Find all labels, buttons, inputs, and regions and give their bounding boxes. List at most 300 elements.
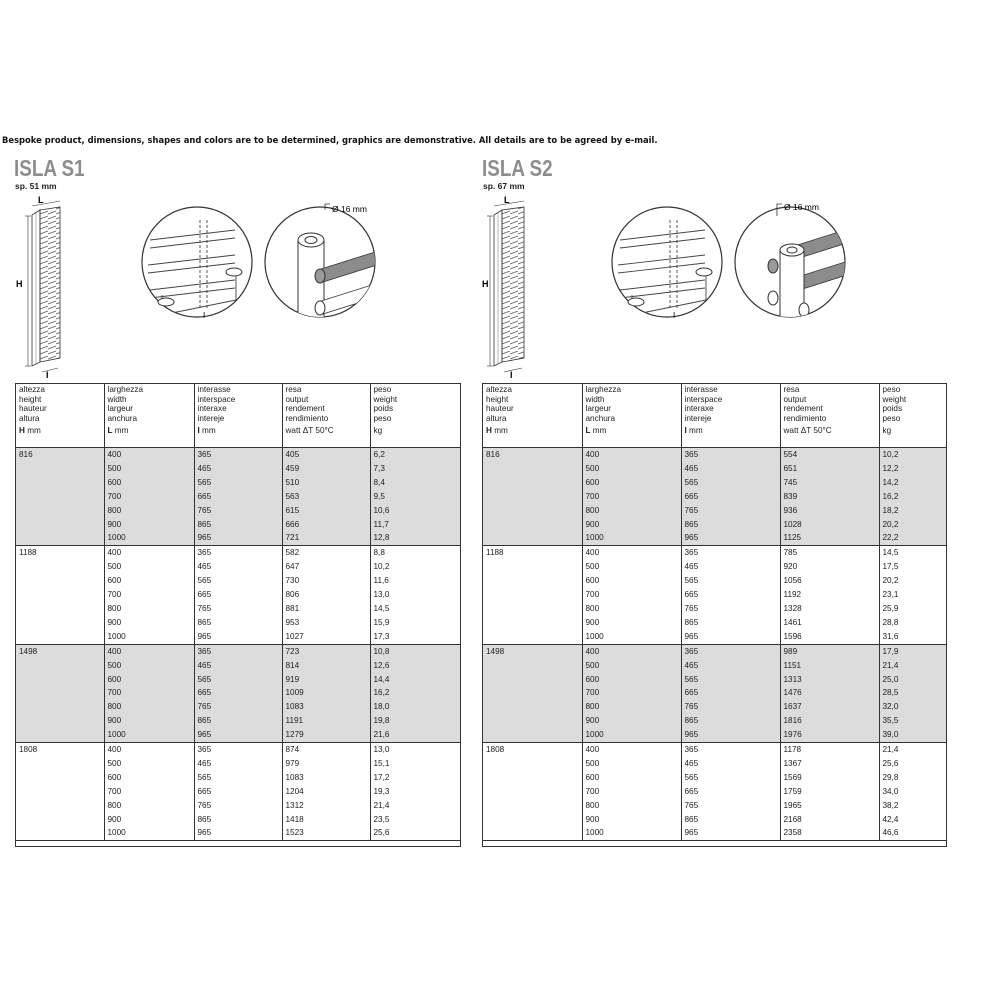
table-row [16, 546, 460, 560]
weight-cell: 14,5 [373, 603, 390, 613]
weight-cell: 9,5 [370, 490, 460, 504]
width-cell: 700 [582, 490, 681, 504]
header-term: altezza [19, 385, 45, 394]
output-cell: 1056 [780, 574, 879, 588]
interspace-cell: 565 [194, 574, 282, 588]
unit-text: kg [373, 426, 383, 435]
header-term: rendimiento [783, 413, 827, 423]
width-cell: 500 [104, 757, 194, 771]
detail-circle-bars [142, 207, 252, 320]
width-cell: 400 [104, 644, 194, 658]
weight-cell: 17,2 [373, 772, 390, 782]
weight-cell: 7,3 [370, 462, 460, 476]
output-cell: 1279 [282, 728, 370, 742]
width-cell: 600 [104, 771, 194, 785]
interspace-cell: 565 [194, 476, 282, 490]
weight-cell: 18,2 [879, 504, 946, 518]
width-cell: 700 [104, 588, 194, 602]
unit-symbol: I [197, 426, 200, 435]
pipe-diameter-label: Ø 16 mm [332, 204, 367, 214]
header-term: hauteur [486, 404, 514, 413]
dim-label-I: I [46, 370, 49, 380]
output-cell: 953 [282, 616, 370, 630]
height-cell: 1498 [483, 644, 582, 742]
column-header [16, 384, 104, 448]
column-header [282, 384, 370, 448]
header-term: largeur [585, 404, 611, 413]
header-unit [586, 426, 681, 436]
header-unit [784, 426, 879, 436]
header-term: height [19, 394, 42, 404]
interspace-cell: 765 [194, 602, 282, 616]
interspace-cell: 765 [681, 504, 780, 518]
width-cell: 1000 [582, 531, 681, 545]
output-cell: 1596 [780, 630, 879, 644]
output-cell: 2168 [780, 813, 879, 827]
interspace-cell: 465 [194, 757, 282, 771]
header-term: anchura [585, 413, 616, 423]
width-cell: 500 [104, 659, 194, 673]
weight-cell: 46,6 [879, 826, 946, 840]
weight-cell: 32,0 [879, 700, 946, 714]
weight-cell: 31,6 [879, 630, 946, 644]
unit-text: mm [24, 426, 41, 435]
output-cell: 1083 [282, 771, 370, 785]
weight-cell: 6,2 [370, 448, 460, 462]
header-term: rendement [783, 404, 823, 413]
width-cell: 600 [104, 574, 194, 588]
radiator-front-view [487, 201, 524, 372]
interspace-cell: 965 [681, 728, 780, 742]
unit-text: mm [491, 426, 508, 435]
header-term: altura [19, 413, 40, 423]
interspace-cell: 365 [194, 644, 282, 658]
unit-symbol: I [684, 426, 687, 435]
header-term: interasse [684, 385, 718, 394]
interspace-cell: 865 [194, 616, 282, 630]
weight-cell: 25,6 [370, 826, 460, 840]
width-cell: 500 [582, 659, 681, 673]
interspace-cell: 565 [681, 673, 780, 687]
width-cell: 900 [582, 714, 681, 728]
header-unit [286, 426, 370, 436]
output-cell: 554 [780, 448, 879, 462]
width-cell: 900 [104, 616, 194, 630]
interspace-cell: 665 [194, 490, 282, 504]
unit-symbol: H [19, 426, 25, 435]
output-cell: 563 [282, 490, 370, 504]
model-thickness-s2: sp. 67 mm [483, 181, 525, 191]
weight-cell: 28,5 [879, 686, 946, 700]
output-cell: 647 [282, 560, 370, 574]
detail-circle-pipe [265, 204, 380, 330]
unit-text: watt ΔT 50°C [783, 426, 832, 435]
unit-symbol: H [486, 426, 492, 435]
weight-cell: 10,6 [370, 504, 460, 518]
weight-cell: 25,9 [882, 603, 899, 613]
interspace-cell: 365 [681, 743, 780, 757]
weight-cell: 17,9 [879, 644, 946, 658]
weight-cell: 14,5 [882, 548, 899, 558]
output-cell: 1313 [780, 673, 879, 687]
table-row [483, 743, 946, 757]
output-cell: 510 [282, 476, 370, 490]
weight-cell: 16,2 [370, 686, 460, 700]
weight-cell: 8,8 [373, 548, 385, 558]
output-cell: 1027 [282, 630, 370, 644]
header-term: peso [373, 413, 392, 423]
column-header [194, 384, 282, 448]
output-cell: 1178 [780, 743, 879, 757]
weight-cell: 15,1 [373, 758, 390, 768]
width-cell: 900 [104, 518, 194, 532]
interspace-cell: 565 [681, 574, 780, 588]
header-unit [19, 426, 104, 436]
width-cell: 500 [582, 560, 681, 574]
height-cell: 816 [16, 448, 104, 546]
width-cell: 600 [582, 771, 681, 785]
header-unit [108, 426, 194, 436]
output-cell: 785 [780, 546, 879, 560]
output-cell: 730 [282, 574, 370, 588]
unit-symbol: L [585, 426, 591, 435]
interspace-cell: 665 [681, 588, 780, 602]
header-term: rendement [285, 404, 325, 413]
table-row [483, 546, 946, 560]
spec-table-s2 [483, 384, 946, 841]
header-term: altezza [486, 385, 512, 394]
column-header [879, 384, 946, 448]
header-term: larghezza [585, 385, 622, 394]
width-cell: 800 [104, 799, 194, 813]
table-row [16, 743, 460, 757]
width-cell: 900 [582, 813, 681, 827]
detail-label-I: I [203, 311, 206, 320]
weight-cell: 25,6 [882, 758, 899, 768]
header-term: peso [882, 413, 901, 423]
width-cell: 400 [582, 644, 681, 658]
interspace-cell: 365 [194, 546, 282, 560]
weight-cell: 20,2 [882, 576, 899, 586]
unit-symbol: L [107, 426, 113, 435]
weight-cell: 21,6 [370, 728, 460, 742]
output-cell: 721 [282, 531, 370, 545]
interspace-cell: 465 [194, 462, 282, 476]
width-cell: 1000 [104, 531, 194, 545]
interspace-cell: 765 [681, 799, 780, 813]
output-cell: 1367 [780, 757, 879, 771]
height-cell: 1808 [483, 743, 582, 841]
header-term: resa [783, 385, 800, 394]
interspace-cell: 965 [194, 531, 282, 545]
width-cell: 1000 [104, 728, 194, 742]
column-header [483, 384, 582, 448]
header-term: width [585, 394, 605, 404]
header-term: poids [882, 404, 903, 413]
interspace-cell: 565 [194, 771, 282, 785]
weight-cell: 35,5 [879, 714, 946, 728]
weight-cell: 42,4 [882, 814, 899, 824]
width-cell: 800 [104, 602, 194, 616]
table-row [16, 448, 460, 462]
output-cell: 989 [780, 644, 879, 658]
weight-cell: 20,2 [879, 518, 946, 532]
output-cell: 1151 [780, 659, 879, 673]
width-cell: 900 [104, 714, 194, 728]
weight-cell: 21,4 [879, 659, 946, 673]
pipe-diameter-label: Ø 16 mm [784, 202, 819, 212]
output-cell: 1083 [282, 700, 370, 714]
header-term: largeur [107, 404, 133, 413]
weight-cell: 14,4 [370, 673, 460, 687]
detail-circle-pipe [735, 202, 850, 330]
radiator-front-view [25, 201, 60, 372]
width-cell: 600 [582, 673, 681, 687]
interspace-cell: 965 [194, 728, 282, 742]
interspace-cell: 565 [681, 771, 780, 785]
width-cell: 1000 [582, 630, 681, 644]
header-term: intereje [684, 413, 712, 423]
width-cell: 400 [582, 546, 681, 560]
width-cell: 800 [104, 700, 194, 714]
width-cell: 1000 [104, 630, 194, 644]
interspace-cell: 465 [681, 462, 780, 476]
output-cell: 1759 [780, 785, 879, 799]
detail-label-I: I [673, 311, 676, 320]
column-header [370, 384, 460, 448]
unit-text: kg [882, 426, 892, 435]
header-term: interspace [197, 394, 236, 404]
weight-cell: 21,4 [373, 800, 390, 810]
output-cell: 2358 [780, 826, 879, 840]
width-cell: 700 [104, 785, 194, 799]
output-cell: 1204 [282, 785, 370, 799]
dim-label-L: L [504, 195, 510, 205]
column-header [582, 384, 681, 448]
width-cell: 500 [582, 462, 681, 476]
weight-cell: 17,3 [370, 630, 460, 644]
width-cell: 700 [582, 588, 681, 602]
technical-drawing-s1 [0, 190, 400, 380]
interspace-cell: 465 [681, 757, 780, 771]
weight-cell: 11,7 [370, 518, 460, 532]
output-cell: 723 [282, 644, 370, 658]
interspace-cell: 565 [681, 476, 780, 490]
output-cell: 1328 [780, 602, 879, 616]
width-cell: 700 [582, 785, 681, 799]
interspace-cell: 965 [681, 630, 780, 644]
weight-cell: 39,0 [879, 728, 946, 742]
weight-cell: 13,0 [373, 745, 390, 755]
width-cell: 400 [104, 448, 194, 462]
dim-label-L: L [38, 195, 44, 205]
header-unit [374, 426, 461, 436]
weight-cell: 11,6 [373, 576, 389, 586]
header-row [16, 384, 460, 448]
interspace-cell: 365 [681, 644, 780, 658]
weight-cell: 12,6 [370, 659, 460, 673]
output-cell: 666 [282, 518, 370, 532]
weight-cell: 29,8 [882, 772, 899, 782]
width-cell: 700 [582, 686, 681, 700]
output-cell: 936 [780, 504, 879, 518]
interspace-cell: 865 [194, 518, 282, 532]
weight-cell: 17,5 [882, 562, 899, 572]
output-cell: 1125 [780, 531, 879, 545]
output-cell: 1009 [282, 686, 370, 700]
width-cell: 800 [582, 799, 681, 813]
output-cell: 806 [282, 588, 370, 602]
model-title-s2: ISLA S2 [482, 155, 553, 181]
header-term: altura [486, 413, 507, 423]
interspace-cell: 665 [681, 785, 780, 799]
output-cell: 874 [282, 743, 370, 757]
width-cell: 700 [104, 490, 194, 504]
interspace-cell: 565 [194, 673, 282, 687]
interspace-cell: 965 [681, 826, 780, 840]
output-cell: 920 [780, 560, 879, 574]
table-row [16, 644, 460, 658]
column-header [681, 384, 780, 448]
width-cell: 400 [582, 743, 681, 757]
output-cell: 651 [780, 462, 879, 476]
header-term: weight [373, 394, 398, 404]
output-cell: 1965 [780, 799, 879, 813]
weight-cell: 14,2 [879, 476, 946, 490]
header-term: peso [882, 385, 901, 394]
weight-cell: 23,5 [373, 814, 390, 824]
interspace-cell: 865 [681, 813, 780, 827]
width-cell: 800 [582, 700, 681, 714]
header-term: output [285, 394, 309, 404]
interspace-cell: 865 [681, 616, 780, 630]
weight-cell: 12,8 [370, 531, 460, 545]
header-term: rendimiento [285, 413, 329, 423]
weight-cell: 10,8 [370, 644, 460, 658]
weight-cell: 19,8 [370, 714, 460, 728]
interspace-cell: 865 [681, 714, 780, 728]
header-unit [486, 426, 582, 436]
width-cell: 900 [582, 616, 681, 630]
output-cell: 1418 [282, 813, 370, 827]
width-cell: 1000 [582, 826, 681, 840]
weight-cell: 19,3 [373, 786, 390, 796]
height-cell: 816 [483, 448, 582, 546]
interspace-cell: 365 [194, 743, 282, 757]
weight-cell: 12,2 [879, 462, 946, 476]
width-cell: 1000 [582, 728, 681, 742]
interspace-cell: 865 [194, 813, 282, 827]
technical-drawing-s2 [470, 190, 870, 380]
column-header [780, 384, 879, 448]
width-cell: 400 [104, 743, 194, 757]
height-cell: 1498 [16, 644, 104, 742]
weight-cell: 38,2 [882, 800, 899, 810]
header-row [483, 384, 946, 448]
column-header [104, 384, 194, 448]
header-term: output [783, 394, 807, 404]
output-cell: 1976 [780, 728, 879, 742]
width-cell: 600 [104, 673, 194, 687]
interspace-cell: 765 [681, 700, 780, 714]
width-cell: 800 [104, 504, 194, 518]
header-term: hauteur [19, 404, 47, 413]
interspace-cell: 465 [194, 560, 282, 574]
output-cell: 979 [282, 757, 370, 771]
dim-label-H: H [482, 279, 489, 289]
interspace-cell: 465 [681, 659, 780, 673]
interspace-cell: 865 [194, 714, 282, 728]
weight-cell: 8,4 [370, 476, 460, 490]
interspace-cell: 965 [194, 630, 282, 644]
width-cell: 900 [104, 813, 194, 827]
header-term: poids [373, 404, 394, 413]
unit-text: mm [199, 426, 216, 435]
output-cell: 582 [282, 546, 370, 560]
unit-text: mm [686, 426, 703, 435]
header-term: interaxe [684, 404, 714, 413]
output-cell: 615 [282, 504, 370, 518]
interspace-cell: 665 [681, 686, 780, 700]
header-term: interasse [197, 385, 231, 394]
table-row [483, 644, 946, 658]
width-cell: 800 [582, 602, 681, 616]
weight-cell: 16,2 [879, 490, 946, 504]
output-cell: 459 [282, 462, 370, 476]
interspace-cell: 765 [194, 504, 282, 518]
interspace-cell: 365 [681, 546, 780, 560]
interspace-cell: 765 [681, 602, 780, 616]
weight-cell: 34,0 [882, 786, 899, 796]
header-term: larghezza [107, 385, 144, 394]
header-term: height [486, 394, 509, 404]
header-term: width [107, 394, 127, 404]
weight-cell: 25,0 [879, 673, 946, 687]
header-term: interaxe [197, 404, 227, 413]
detail-circle-bars [612, 207, 722, 320]
weight-cell: 18,0 [370, 700, 460, 714]
interspace-cell: 965 [681, 531, 780, 545]
weight-cell: 28,8 [882, 617, 899, 627]
output-cell: 1312 [282, 799, 370, 813]
output-cell: 1028 [780, 518, 879, 532]
header-term: interspace [684, 394, 723, 404]
weight-cell: 10,2 [373, 562, 390, 572]
table-row [483, 448, 946, 462]
header-term: anchura [107, 413, 138, 423]
output-cell: 1637 [780, 700, 879, 714]
output-cell: 839 [780, 490, 879, 504]
unit-text: watt ΔT 50°C [285, 426, 334, 435]
output-cell: 1192 [780, 588, 879, 602]
output-cell: 919 [282, 673, 370, 687]
width-cell: 500 [582, 757, 681, 771]
width-cell: 500 [104, 560, 194, 574]
height-cell: 1188 [16, 546, 104, 644]
output-cell: 1461 [780, 616, 879, 630]
interspace-cell: 665 [194, 588, 282, 602]
output-cell: 881 [282, 602, 370, 616]
output-cell: 1523 [282, 826, 370, 840]
output-cell: 745 [780, 476, 879, 490]
weight-cell: 21,4 [882, 745, 899, 755]
width-cell: 400 [104, 546, 194, 560]
interspace-cell: 665 [194, 785, 282, 799]
width-cell: 600 [104, 476, 194, 490]
interspace-cell: 865 [681, 518, 780, 532]
interspace-cell: 765 [194, 799, 282, 813]
interspace-cell: 665 [194, 686, 282, 700]
